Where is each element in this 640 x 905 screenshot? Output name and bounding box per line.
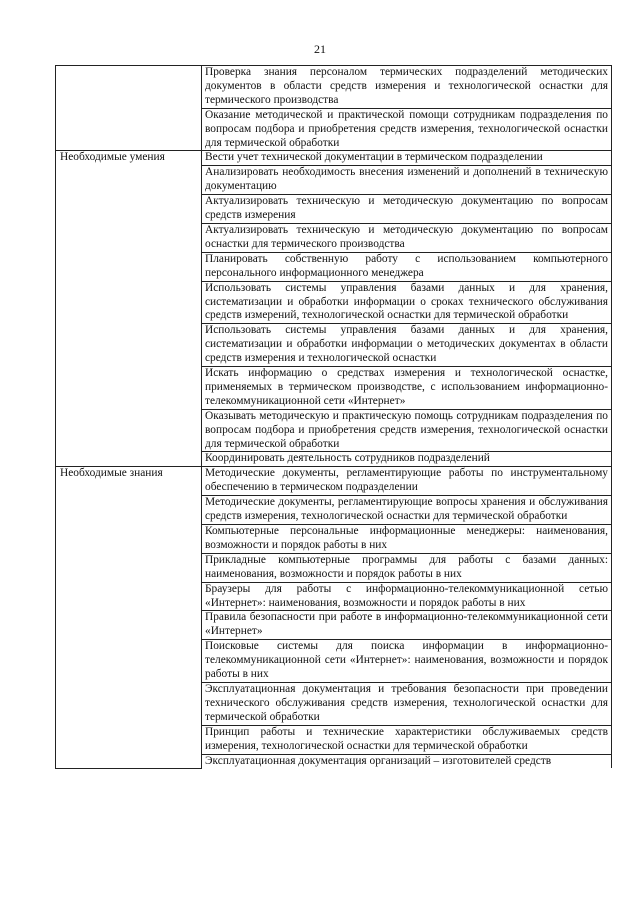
- requirement-item: Оказание методической и практической помощи сотрудникам подразделения по вопросам подбора и приобретения средств измерения, технологической оснастки для термической обработки: [202, 108, 612, 151]
- requirement-item: Актуализировать техническую и методическую документацию по вопросам оснастки для термического производства: [202, 223, 612, 252]
- requirement-item: Вести учет технической документации в термическом подразделении: [202, 151, 612, 166]
- requirement-item: Оказывать методическую и практическую помощь сотрудникам подразделения по вопросам подбора и приобретения средств измерения, технологической оснастки для термической обработки: [202, 409, 612, 452]
- section-label: Необходимые умения: [56, 151, 202, 467]
- requirement-item: Проверка знания персоналом термических подразделений методических документов в области средств измерения и технологической оснастки для термического производства: [202, 66, 612, 109]
- section-label: [56, 66, 202, 151]
- requirement-item: Актуализировать техническую и методическую документацию по вопросам средств измерения: [202, 195, 612, 224]
- table-row: [56, 467, 612, 496]
- requirement-item: Компьютерные персональные информационные менеджеры: наименования, возможности и порядок работы в них: [202, 525, 612, 554]
- requirement-item: Методические документы, регламентирующие работы по инструментальному обеспечению в термическом подразделении: [202, 467, 612, 496]
- requirement-item: Правила безопасности при работе в информационно-телекоммуникационной сети «Интернет»: [202, 611, 612, 640]
- requirement-item: Использовать системы управления базами данных и для хранения, систематизации и обработки информации о методических документах в области средств измерения и технологической оснастки: [202, 324, 612, 367]
- requirement-item: Эксплуатационная документация организаций – изготовителей средств: [202, 754, 612, 768]
- requirement-item: Искать информацию о средствах измерения и технологической оснастке, применяемых в термическом производстве, с использованием информационно-телекоммуникационной сети «Интернет»: [202, 367, 612, 410]
- requirements-table: [55, 65, 612, 769]
- requirement-item: Прикладные компьютерные программы для работы с базами данных: наименования, возможности и порядок работы в них: [202, 553, 612, 582]
- section-label: Необходимые знания: [56, 467, 202, 769]
- requirement-item: Использовать системы управления базами данных и для хранения, систематизации и обработки информации о сроках технического обслуживания средств измерений, технологической оснастки для термической обработки: [202, 281, 612, 324]
- requirement-item: Координировать деятельность сотрудников подразделений: [202, 452, 612, 467]
- requirement-item: Анализировать необходимость внесения изменений и дополнений в техническую документацию: [202, 166, 612, 195]
- page-number: 21: [314, 42, 326, 56]
- requirement-item: Планировать собственную работу с использованием компьютерного персонального информационного менеджера: [202, 252, 612, 281]
- requirement-item: Принцип работы и технические характеристики обслуживаемых средств измерения, технологической оснастки для термической обработки: [202, 725, 612, 754]
- requirement-item: Браузеры для работы с информационно-телекоммуникационной сетью «Интернет»: наименования, возможности и порядок работы в них: [202, 582, 612, 611]
- requirement-item: Методические документы, регламентирующие вопросы хранения и обслуживания средств измерения, технологической оснастки для термической обработки: [202, 496, 612, 525]
- requirement-item: Поисковые системы для поиска информации в информационно-телекоммуникационной сети «Интернет»: наименования, возможности и порядок работы в них: [202, 640, 612, 683]
- table-row: [56, 151, 612, 166]
- requirement-item: Эксплуатационная документация и требования безопасности при проведении технического обслуживания средств измерения, технологической оснастки для термической обработки: [202, 682, 612, 725]
- table-row: [56, 66, 612, 109]
